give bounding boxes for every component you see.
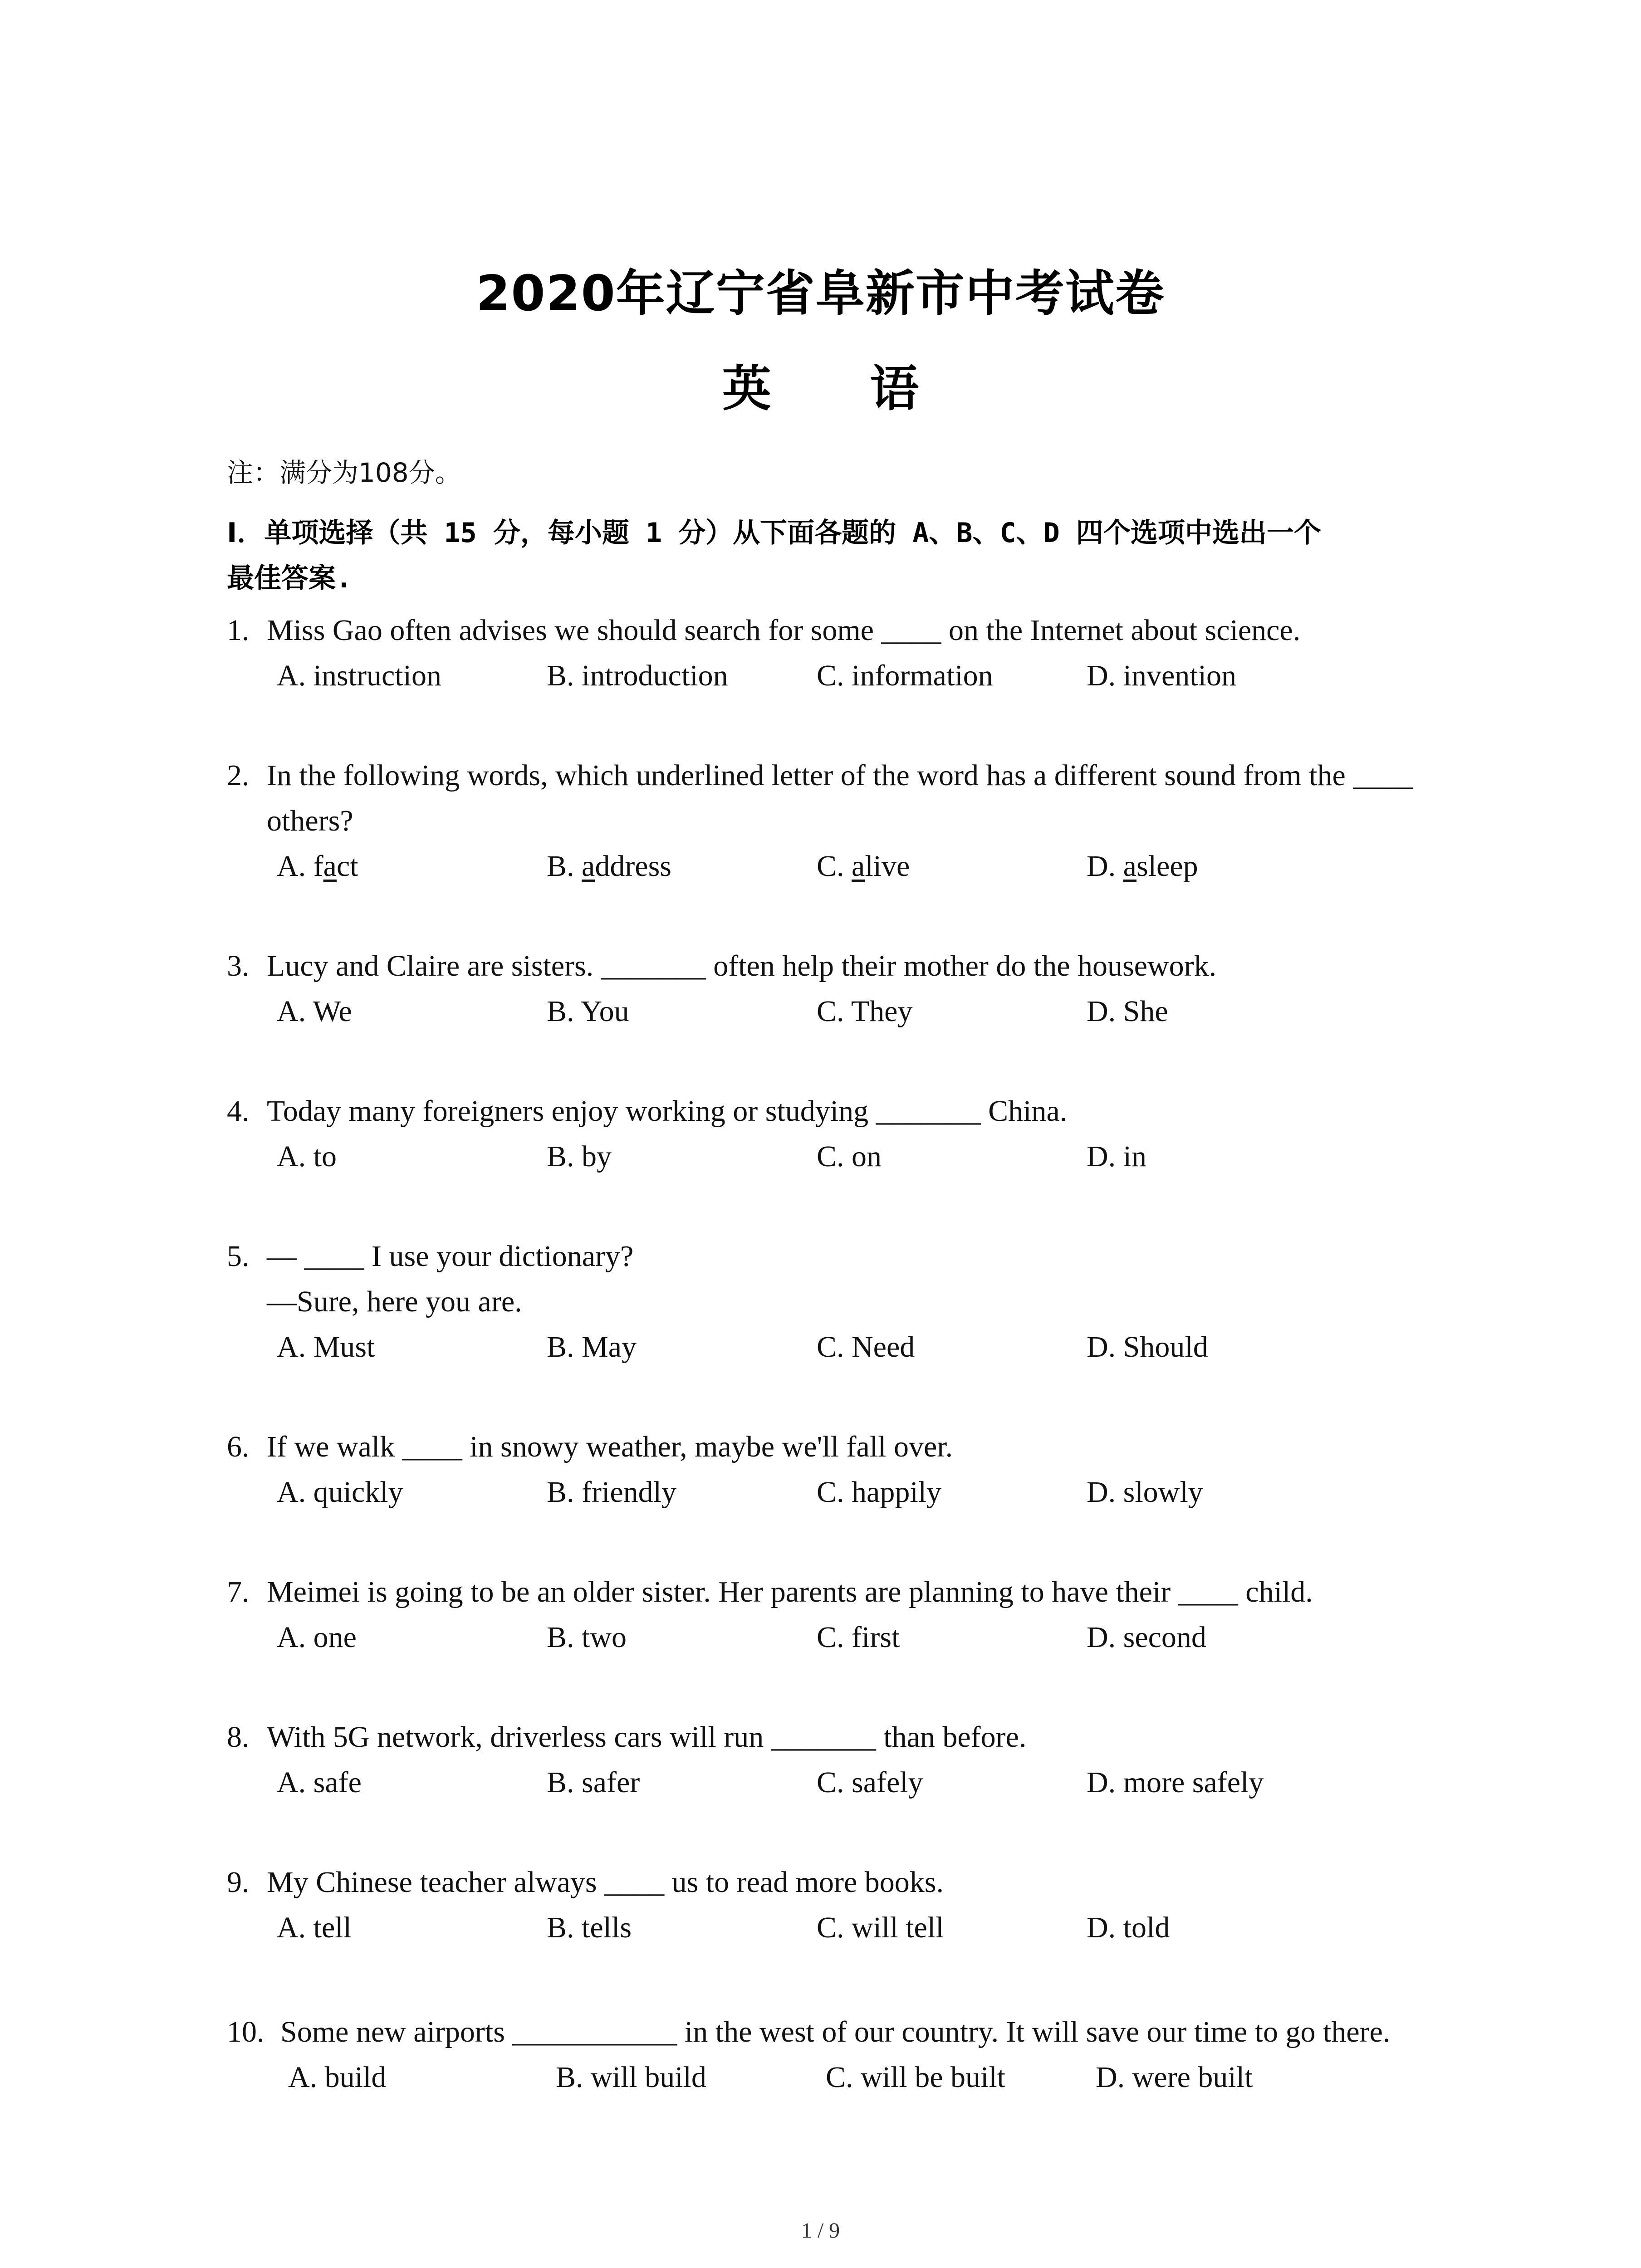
subject-title: 英 语 (722, 361, 960, 417)
question-stem-continued: —Sure, here you are. (267, 1285, 522, 1318)
option-c: C. on (817, 1140, 882, 1173)
question-number: 3. (227, 949, 250, 982)
option-d: D. slowly (1087, 1476, 1203, 1509)
option-a: A. instruction (277, 659, 441, 692)
question-8 (227, 1715, 1461, 1805)
option-a: A. tell (277, 1911, 352, 1944)
page-number: 1 / 9 (801, 2219, 840, 2243)
section-heading-line1: Ⅰ．单项选择（共 15 分，每小题 1 分）从下面各题的 A、B、C、D 四个选项中选出一个 (227, 517, 1321, 549)
option-a: A. safe (277, 1766, 362, 1799)
options-row (227, 1905, 1461, 1950)
underlined-letter: a (582, 850, 595, 883)
question-number: 9. (227, 1866, 250, 1899)
score-note: 注：满分为108分。 (227, 457, 461, 488)
question-6 (227, 1424, 1461, 1515)
option-d: D. Should (1087, 1330, 1208, 1364)
option-b: B. tells (547, 1911, 632, 1944)
question-number: 6. (227, 1430, 250, 1463)
options-row (227, 653, 1461, 699)
section-heading (227, 510, 1452, 601)
option-c: C. alive (817, 850, 910, 883)
options-row (227, 989, 1461, 1034)
options-row (227, 2055, 1461, 2100)
option-c: C. information (817, 659, 993, 692)
options-row (227, 1760, 1461, 1805)
option-b: B. safer (547, 1766, 640, 1799)
option-a: A. fact (277, 850, 358, 883)
section-heading-line2: 最佳答案. (227, 562, 353, 594)
question-number: 1. (227, 614, 250, 647)
option-d: D. told (1087, 1911, 1170, 1944)
option-a: A. We (277, 995, 352, 1028)
option-d: D. invention (1087, 659, 1236, 692)
question-3 (227, 943, 1461, 1034)
option-d: D. second (1087, 1621, 1206, 1654)
option-d: D. asleep (1087, 850, 1198, 883)
underlined-letter: a (1123, 850, 1136, 883)
option-a: A. build (288, 2061, 387, 2094)
option-a: A. one (277, 1621, 357, 1654)
question-stem: Miss Gao often advises we should search for some ____ on the Internet about science. (267, 614, 1301, 647)
options-row (227, 1325, 1461, 1370)
option-b: B. two (547, 1621, 627, 1654)
question-stem: If we walk ____ in snowy weather, maybe we'll fall over. (267, 1430, 953, 1463)
option-b: B. address (547, 850, 671, 883)
option-c: C. They (817, 995, 913, 1028)
underlined-letter: a (323, 850, 337, 883)
question-number: 2. (227, 759, 250, 792)
option-d: D. in (1087, 1140, 1146, 1173)
question-stem: Some new airports ___________ in the west of our country. It will save our time to go there. (280, 2015, 1391, 2048)
options-row (227, 1470, 1461, 1515)
option-b: B. friendly (547, 1476, 676, 1509)
option-c: C. will tell (817, 1911, 944, 1944)
option-b: B. introduction (547, 659, 728, 692)
option-b: B. will build (556, 2061, 706, 2094)
option-a: A. to (277, 1140, 337, 1173)
question-2 (227, 753, 1461, 889)
question-stem: Today many foreigners enjoy working or studying _______ China. (267, 1095, 1068, 1128)
option-a: A. quickly (277, 1476, 403, 1509)
question-5 (227, 1234, 1461, 1370)
question-number: 5. (227, 1240, 250, 1273)
option-c: C. safely (817, 1766, 923, 1799)
question-stem-continued: others? (267, 804, 353, 837)
option-c: C. will be built (826, 2061, 1005, 2094)
question-4 (227, 1089, 1461, 1179)
options-row (227, 1615, 1461, 1660)
question-1 (227, 608, 1461, 699)
question-9 (227, 1860, 1461, 1950)
question-10 (227, 2009, 1461, 2100)
question-stem: Lucy and Claire are sisters. _______ often help their mother do the housework. (267, 949, 1217, 982)
question-number: 7. (227, 1575, 250, 1608)
question-stem: My Chinese teacher always ____ us to read more books. (267, 1866, 944, 1899)
question-stem: Meimei is going to be an older sister. Her parents are planning to have their ____ child. (267, 1575, 1313, 1608)
question-number: 4. (227, 1095, 250, 1128)
option-c: C. first (817, 1621, 900, 1654)
option-d: D. more safely (1087, 1766, 1264, 1799)
question-stem: With 5G network, driverless cars will run _______ than before. (267, 1721, 1027, 1754)
options-row (227, 1134, 1461, 1179)
option-d: D. were built (1096, 2061, 1253, 2094)
option-b: B. May (547, 1330, 637, 1364)
question-stem: In the following words, which underlined letter of the word has a different sound from the ____ (267, 759, 1413, 792)
question-7 (227, 1569, 1461, 1660)
option-d: D. She (1087, 995, 1168, 1028)
option-c: C. happily (817, 1476, 941, 1509)
question-stem: — ____ I use your dictionary? (267, 1240, 634, 1273)
question-number: 8. (227, 1721, 250, 1754)
underlined-letter: a (852, 850, 865, 883)
question-number: 10. (227, 2015, 265, 2048)
option-b: B. by (547, 1140, 612, 1173)
option-b: B. You (547, 995, 629, 1028)
option-c: C. Need (817, 1330, 915, 1364)
option-a: A. Must (277, 1330, 375, 1364)
exam-title: 2020年辽宁省阜新市中考试卷 (476, 265, 1165, 322)
options-row (227, 844, 1461, 889)
